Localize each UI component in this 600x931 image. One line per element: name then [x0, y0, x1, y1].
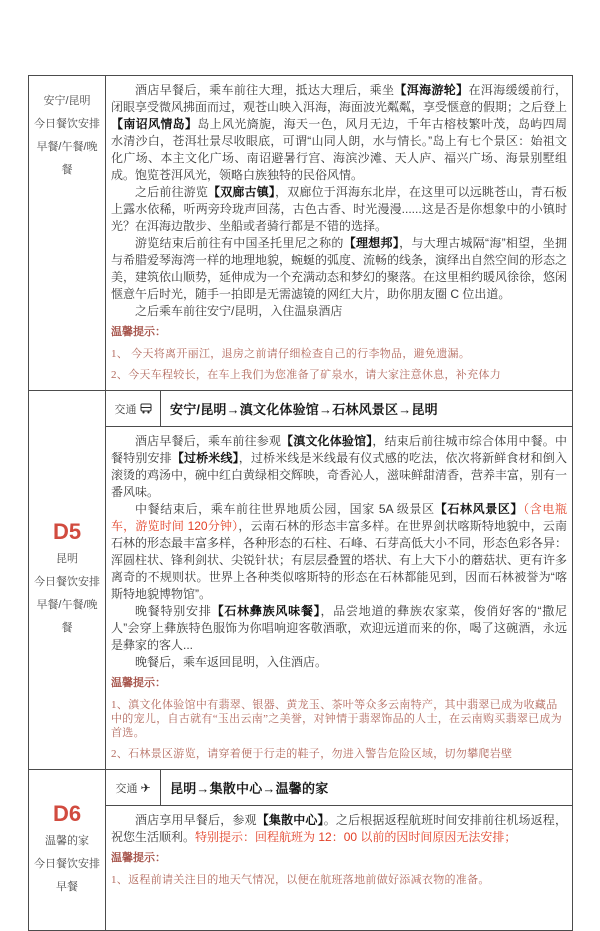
tip-line: 1、 今天将离开丽江，退房之前请仔细检查自己的行李物品，避免遗漏。	[111, 348, 471, 360]
highlight-text: 【滇文化体验馆】	[281, 434, 373, 448]
body-text: 酒店享用早餐后，参观	[135, 813, 257, 827]
itinerary-table	[28, 75, 573, 931]
body-text: 之后乘车前往安宁/昆明，入住温泉酒店	[135, 304, 343, 318]
itinerary-paragraph	[111, 654, 567, 671]
tips-title: 温馨提示：	[111, 326, 166, 338]
tips-list	[111, 873, 567, 887]
day-cell	[29, 391, 106, 769]
tips-list	[111, 698, 567, 761]
notice-text: 特别提示：回程航班为 12：00 以前的因时间原因无法安排；	[195, 830, 517, 844]
itinerary-paragraphs	[111, 82, 567, 320]
itinerary-row-day5	[29, 391, 572, 770]
body-text: 岛上风光旖旎，海天一色，风月无边，千年古榕枝繁叶茂，岛屿四周水清沙白，苍洱壮景尽收眼底，可谓“山同人朗，水与情长。”岛上有七个景区：始祖文化广场、本主文化广场、南诏避暑行宫、海滨沙滩、天人庐、福兴广场、海景别墅组成。饱览苍洱风光，领略白族独特的民俗风情。	[111, 117, 567, 182]
transport-label: 交通	[114, 403, 137, 416]
day-info-line: 今日餐饮安排	[34, 118, 100, 130]
tips-title: 温馨提示：	[111, 677, 166, 689]
itinerary-paragraph	[111, 433, 567, 501]
body-text: ，与大理古城隔“海”相望，坐拥与希腊爱琴海湾一样的地理地貌，蜿蜒的弧度、流畅的线条，演绎出自然空间的形态之美，建筑依山顺势，延伸成为一个充满动态和梦幻的聚落。在这里相约暖风徐徐，悠闲惬意午后时光，随手一拍即是无需滤镜的网红大片，助你朋友圈 C 位出道。	[111, 236, 568, 301]
day-info-line: 早餐/午餐/晚餐	[36, 599, 98, 634]
day-info-line: 今日餐饮安排	[34, 576, 100, 588]
tip-line: 1、返程前请关注目的地天气情况，以便在航班落地前做好添减衣物的准备。	[111, 874, 490, 886]
itinerary-paragraph	[111, 235, 567, 303]
body-text: ，云南石林的形态丰富多样。在世界剑状喀斯特地貌中，云南石林的形态最丰富多样，各种形态的石柱、石峰、石芽高低大小不同，形态色彩各异：浑圆柱状、锋利剑状、尖锐针状；有层层叠置的塔状、有上大下小的蘑菇状、更有许多离奇的不规则状。世界上各种类似喀斯特的形态在石林都能见到，因而石林被誉为“喀斯特地貌博物馆”。	[111, 519, 568, 601]
body-text: 。之后根据返程航班时间安排前往机场返程，祝您生活顺利。	[111, 813, 567, 844]
body-text: 中餐结束后，乘车前往世界地质公园，国家 5A 级景区	[135, 502, 435, 516]
itinerary-body	[106, 76, 572, 390]
tip-line: 2、石林景区游览，请穿着便于行走的鞋子，勿进入警告危险区域，切勿攀爬岩壁	[111, 748, 513, 760]
body-text: 游览结束后前往有中国圣托里尼之称的	[135, 236, 344, 250]
day-code: D5	[52, 519, 82, 544]
itinerary-paragraph	[111, 501, 567, 603]
tips-block	[111, 325, 567, 382]
day-content-cell	[106, 391, 572, 769]
tips-list	[111, 347, 567, 382]
transport-row	[106, 770, 572, 806]
itinerary-row-day4	[29, 76, 572, 391]
highlight-text: 【理想邦】	[343, 236, 400, 250]
itinerary-paragraph	[111, 603, 567, 654]
itinerary-paragraph	[111, 303, 567, 320]
itinerary-paragraph	[111, 184, 567, 235]
body-text: ，双廊位于洱海东北岸，在这里可以远眺苍山，青石板上露水依稀，听两旁玲珑声回荡，古色古香、时光漫漫......这是否是你想象中的小镇时光？在洱海边散步、坐船或者骑行都是不错的选择。	[111, 185, 567, 233]
body-text: 晚餐后，乘车返回昆明，入住酒店。	[135, 655, 328, 669]
itinerary-paragraphs	[111, 433, 567, 671]
tips-title: 温馨提示：	[111, 852, 166, 864]
highlight-text: 【过桥米线】	[171, 451, 239, 465]
itinerary-body	[106, 427, 572, 769]
transport-label-cell	[106, 770, 161, 805]
route-text: 昆明→集散中心→温馨的家	[170, 781, 329, 796]
tips-block	[111, 851, 567, 887]
transport-row	[106, 391, 572, 427]
day-info-line: 昆明	[56, 553, 78, 565]
route-text: 安宁/昆明→滇文化体验馆→石林风景区→昆明	[170, 402, 438, 417]
day-cell	[29, 770, 106, 930]
highlight-text: 【洱海游轮】	[394, 83, 469, 97]
itinerary-paragraph	[111, 812, 567, 846]
tip-line: 2、今天车程较长，在车上我们为您准备了矿泉水，请大家注意休息，补充体力	[111, 369, 501, 381]
day-content-cell	[106, 76, 572, 390]
highlight-text: 【石林彝族风味餐】	[211, 604, 321, 618]
body-text: 之后前往游览	[135, 185, 209, 199]
body-text: ，结束后前往城市综合体用中餐。中餐特别安排	[111, 434, 567, 465]
itinerary-body	[106, 806, 572, 930]
day-info-line: 温馨的家	[45, 834, 89, 847]
day-cell	[29, 76, 106, 390]
body-text: 在洱海缓缓前行，闭眼享受微风拂面而过，观苍山映入洱海，海面波光粼粼，享受惬意的假期；之后登上	[111, 83, 568, 114]
day-info-lines	[31, 548, 103, 640]
body-text: ，品尝地道的彝族农家菜，俊俏好客的“撒尼人”会穿上彝族特色服饰为你唱响迎客敬酒歌，欢迎远道而来的你，喝了这碗酒，永远是彝家的客人...	[111, 604, 567, 652]
day-info-line: 今日餐饮安排	[34, 857, 100, 870]
itinerary-paragraph	[111, 82, 567, 184]
body-text: ，过桥米线是米线最有仪式感的吃法，依次将新鲜食材和倒入滚烫的鸡汤中，碗中红白黄绿相交辉映，奇香沁人，滋味鲜甜清香，营养丰富，别有一番风味。	[111, 451, 568, 499]
body-text: 酒店早餐后，乘车前往大理，抵达大理后，乘坐	[135, 83, 395, 97]
highlight-text: 【双廊古镇】	[208, 185, 276, 199]
tip-line: 1、滇文化体验馆中有翡翠、银器、黄龙玉、茶叶等众多云南特产，其中翡翠已成为收藏品中的宠儿，自古就有“玉出云南”之美誉，对钟情于翡翠饰品的人士，在云南购买翡翠已成为首选。	[111, 699, 563, 739]
day-code: D6	[52, 800, 82, 826]
tips-block	[111, 676, 567, 761]
itinerary-paragraphs	[111, 812, 567, 846]
itinerary-row-day6	[29, 770, 572, 930]
plane-icon: ✈	[140, 780, 151, 795]
notice-text: （含电瓶车，游览时间 120分钟）	[111, 502, 567, 533]
body-text: 酒店早餐后，乘车前往参观	[135, 434, 282, 448]
transport-label-cell	[106, 391, 161, 426]
body-text: 晚餐特别安排	[135, 604, 212, 618]
highlight-text: 【南诏风情岛】	[111, 117, 198, 131]
highlight-text: 【集散中心】	[256, 813, 324, 827]
day-info-line: 安宁/昆明	[43, 95, 91, 107]
day-info-line: 早餐	[56, 880, 78, 893]
day-content-cell	[106, 770, 572, 930]
day-info-line: 早餐/午餐/晚餐	[36, 141, 98, 176]
bus-icon	[140, 403, 152, 414]
day-info-lines	[31, 830, 103, 899]
highlight-text: 【石林风景区】	[434, 502, 524, 516]
transport-label: 交通	[115, 782, 138, 795]
